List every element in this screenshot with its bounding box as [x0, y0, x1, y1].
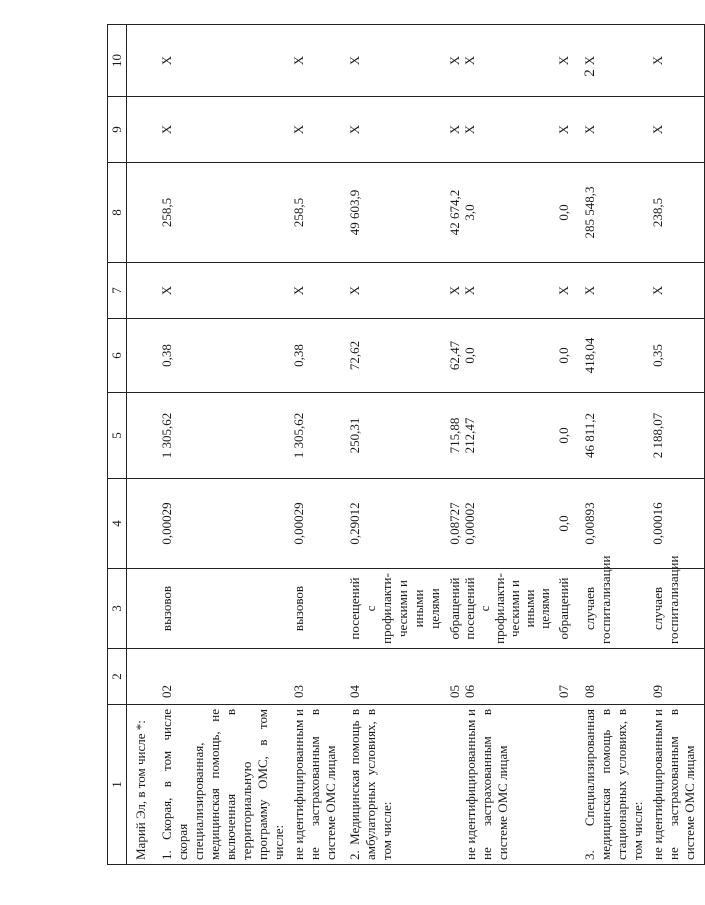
- cell-col6: 418,04: [574, 319, 648, 393]
- cell-col10: X: [648, 25, 705, 97]
- row-label: не идентифицированным и не застрахованным в системе ОМС лицам: [648, 705, 705, 865]
- cell-col4: 0,00016: [648, 479, 705, 569]
- cell-value: 42 674,2: [447, 189, 462, 236]
- cell-value: 715,88: [447, 417, 462, 454]
- row-code: 03: [289, 649, 341, 705]
- row-unit: случаев госпитализации: [574, 569, 648, 649]
- table-row: [648, 25, 705, 865]
- cell-value: 212,47: [462, 417, 477, 454]
- row-code: 07: [554, 649, 574, 705]
- column-number-header: [108, 25, 127, 865]
- cell-col4: 0,29012: [341, 479, 445, 569]
- cell-value: 62,47: [447, 340, 462, 371]
- cell-col9-pair: [445, 97, 554, 163]
- cell-col6: 0,38: [289, 319, 341, 393]
- cell-col8-pair: [445, 163, 554, 263]
- table-row: [574, 25, 648, 865]
- cell-col9: X: [648, 97, 705, 163]
- row-label: 1. Скорая, в том числе скорая специализированная, медицинская помощь, не включенная в территориальную программу ОМС, в том числе:: [157, 705, 289, 865]
- cell-col9: X: [341, 97, 445, 163]
- row-unit: вызовов: [157, 569, 289, 649]
- cell-col10: X: [554, 25, 574, 97]
- cell-col5-pair: [445, 393, 554, 479]
- row-label: не идентифицированным и не застрахованным в системе ОМС лицам: [445, 705, 554, 865]
- cell-col6-pair: [445, 319, 554, 393]
- col-header-10: 10: [108, 25, 127, 97]
- cell-col8: 238,5: [648, 163, 705, 263]
- cell-col6: 0,0: [554, 319, 574, 393]
- table-row: [157, 25, 289, 865]
- col-header-7: 7: [108, 263, 127, 319]
- page-number: 2: [582, 69, 598, 77]
- cell-col10: X: [574, 25, 648, 97]
- row-unit: вызовов: [289, 569, 341, 649]
- cell-col7: X: [648, 263, 705, 319]
- cell-col7: X: [554, 263, 574, 319]
- cell-col7: X: [341, 263, 445, 319]
- cell-value: X: [447, 124, 462, 135]
- row-code: 05: [447, 685, 462, 698]
- cell-value: X: [462, 124, 477, 135]
- cell-col8: 258,5: [289, 163, 341, 263]
- cell-col4: 0,00029: [157, 479, 289, 569]
- row-code: 06: [462, 685, 477, 698]
- cell-col6: 0,35: [648, 319, 705, 393]
- cell-col6: 0,38: [157, 319, 289, 393]
- cell-col5: 250,31: [341, 393, 445, 479]
- cell-col5: 46 811,2: [574, 393, 648, 479]
- cell-col9: X: [554, 97, 574, 163]
- cell-value: 3,0: [462, 204, 477, 221]
- cell-col9: X: [157, 97, 289, 163]
- cell-col10-pair: [445, 25, 554, 97]
- col-header-6: 6: [108, 319, 127, 393]
- cell-col10: X: [157, 25, 289, 97]
- cell-col4: 0,00029: [289, 479, 341, 569]
- cell-value: 0,0: [462, 347, 477, 364]
- col-header-5: 5: [108, 393, 127, 479]
- cell-col5: 0,0: [554, 393, 574, 479]
- col-header-4: 4: [108, 479, 127, 569]
- row-code: 02: [157, 649, 289, 705]
- cell-col4: 0,00893: [574, 479, 648, 569]
- cell-col7: X: [574, 263, 648, 319]
- cell-col10: X: [341, 25, 445, 97]
- cell-col9: X: [289, 97, 341, 163]
- cell-col5: 1 305,62: [289, 393, 341, 479]
- row-code: 08: [574, 649, 648, 705]
- cell-col9: X: [574, 97, 648, 163]
- cell-col7: X: [157, 263, 289, 319]
- cell-value: 0,08727: [447, 502, 462, 545]
- cell-value: X: [447, 55, 462, 66]
- row-label: 2. Медицинская помощь в амбулаторных условиях, в том числе:: [341, 705, 445, 865]
- table-row: [445, 25, 554, 865]
- table-row: [554, 25, 574, 865]
- cell-col8: 285 548,3: [574, 163, 648, 263]
- table-row: [289, 25, 341, 865]
- cell-col10: X: [289, 25, 341, 97]
- row-label: 3. Специализированная медицинская помощь в стационарных условиях, в том числе:: [574, 705, 648, 865]
- intro-row: [127, 25, 158, 865]
- rotated-table-sheet: [107, 25, 697, 865]
- row-unit-pair: [445, 569, 554, 649]
- intro-text: Марий Эл, в том числе *:: [127, 705, 158, 865]
- row-unit: посещений с профилакти-ческими и иными целями: [341, 569, 445, 649]
- row-unit: обращений: [447, 577, 462, 640]
- cell-col7-pair: [445, 263, 554, 319]
- cell-col5: 1 305,62: [157, 393, 289, 479]
- table-row: [341, 25, 445, 865]
- col-header-2: 2: [108, 649, 127, 705]
- row-code: 09: [648, 649, 705, 705]
- cell-col8: 258,5: [157, 163, 289, 263]
- cell-col5: 2 188,07: [648, 393, 705, 479]
- cell-col4-pair: [445, 479, 554, 569]
- row-label: [554, 705, 574, 865]
- row-unit: случаев госпитализации: [648, 569, 705, 649]
- row-unit: обращений: [554, 569, 574, 649]
- cell-col6: 72,62: [341, 319, 445, 393]
- cell-col8: 49 603,9: [341, 163, 445, 263]
- col-header-1: 1: [108, 705, 127, 865]
- row-unit: посещений с профилакти-ческими и иными целями: [462, 573, 552, 644]
- statistics-table: [107, 24, 705, 865]
- cell-col8: 0,0: [554, 163, 574, 263]
- cell-value: X: [447, 285, 462, 296]
- cell-value: X: [462, 55, 477, 66]
- cell-value: 0,00002: [462, 502, 477, 545]
- cell-col4: 0,0: [554, 479, 574, 569]
- col-header-3: 3: [108, 569, 127, 649]
- cell-value: X: [462, 285, 477, 296]
- row-code: 04: [341, 649, 445, 705]
- col-header-8: 8: [108, 163, 127, 263]
- row-label: не идентифицированным и не застрахованным в системе ОМС лицам: [289, 705, 341, 865]
- cell-col7: X: [289, 263, 341, 319]
- col-header-9: 9: [108, 97, 127, 163]
- row-code-pair: [445, 649, 554, 705]
